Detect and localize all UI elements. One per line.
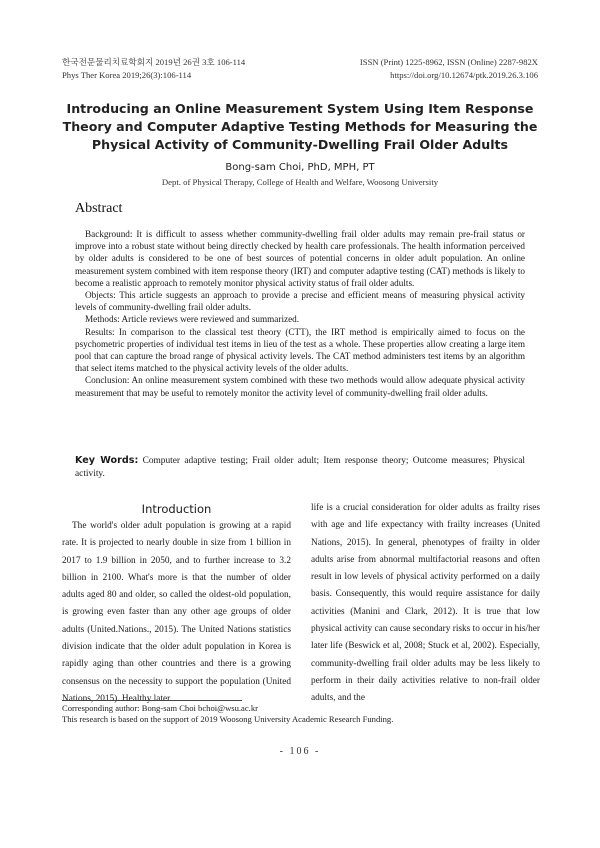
body-column-right <box>311 500 540 708</box>
footnotes <box>62 703 393 725</box>
journal-header-left <box>62 56 245 81</box>
abstract-body <box>75 228 525 399</box>
journal-citation-korean: 한국전문물리치료학회지 2019년 26권 3호 106-114 <box>62 57 246 67</box>
journal-citation-english: Phys Ther Korea 2019;26(3):106-114 <box>62 69 192 80</box>
author-affiliation: Dept. of Physical Therapy, College of Health and Welfare, Woosong University <box>161 177 439 187</box>
abstract-heading: Abstract <box>75 201 123 216</box>
introduction-heading: Introduction <box>141 502 212 516</box>
keywords <box>75 454 525 481</box>
title-line-3: Physical Activity of Community-Dwelling Frail Older Adults <box>91 137 509 152</box>
abstract-conclusion: Conclusion: An online measurement system combined with these two methods would allow adequate physical activity measurement that may be useful to remotely monitor the activity level of community-dwelling frail older adults. <box>75 375 525 398</box>
corresponding-author-note: Corresponding author: Bong-sam Choi bchoi@wsu.ac.kr <box>62 703 258 713</box>
doi-link[interactable]: https://doi.org/10.12674/ptk.2019.26.3.106 <box>390 69 538 80</box>
title-line-1: Introducing an Online Measurement System Using Item Response <box>66 101 534 116</box>
abstract-background: Background: It is difficult to assess whether community-dwelling frail older adults may remain pre-frail status or improve into a robust state without being directly checked by health care professionals. The health information perceived by older adults is considered to be one of best sources of potential concerns in older adult population. An online measurement system combined with item response theory (IRT) and computer adaptive testing (CAT) methods is likely to become a realistic approach to remotely monitor physical activity status of frail older adults. <box>75 229 525 288</box>
abstract-results: Results: In comparison to the classical test theory (CTT), the IRT method is empirically aimed to focus on the psychometric properties of individual test items in lieu of the test as a whole. These properties allow creating a large item pool that can capture the broad range of physical activity levels. The CAT method administers test items by an algorithm that select items matched to the physical activity levels of the older adults. <box>75 326 525 374</box>
journal-header-right <box>360 56 538 81</box>
abstract-methods: Methods: Article reviews were reviewed and summarized. <box>85 314 300 325</box>
abstract-objects: Objects: This article suggests an approach to provide a precise and efficient means of measuring physical activity levels of community-dwelling frail older adults. <box>75 290 525 313</box>
footnote-divider <box>62 700 242 701</box>
page-number: - 106 - <box>279 746 321 757</box>
keywords-text: Computer adaptive testing; Frail older adult; Item response theory; Outcome measures; Physical activity. <box>75 456 525 479</box>
title-line-2: Theory and Computer Adaptive Testing Methods for Measuring the <box>62 119 538 134</box>
introduction-paragraph-left: The world's older adult population is growing at a rapid rate. It is projected to nearly double in size from 1 billion in 2017 to 1.9 billion in 2050, and to further increase to 3.2 billion in 2100. What's more is that the number of older adults aged 80 and older, so called the oldest-old population, is growing even faster than any other age groups of older adults (United.Nations., 2015). The United Nations statistics division indicate that the older adult population in Korea is rapidly aging than other countries and there is a growing consensus on the necessity to support the population (United Nations, 2015). Healthy later <box>62 521 291 704</box>
author-name: Bong-sam Choi, PhD, MPH, PT <box>225 162 375 173</box>
keywords-label: Key Words: <box>75 455 139 466</box>
funding-note: This research is based on the support of 2019 Woosong University Academic Research Funding. <box>62 714 394 724</box>
paper-title <box>60 100 540 154</box>
issn-line: ISSN (Print) 1225-8962, ISSN (Online) 2287-982X <box>359 57 538 67</box>
body-column-left <box>62 500 291 708</box>
introduction-paragraph-right: life is a crucial consideration for older adults as frailty rises with age and life expectancy with frailty increases (United Nations, 2015). In general, phenotypes of frailty in older adults arise from abnormal multifactorial reasons and often result in low levels of physical activity performed on a daily basis. Consequently, this would require assistance for daily activities (Manini and Clark, 2012). It is true that low physical activity can cause secondary risks to occur in his/her later life (Beswick et al, 2008; Stuck et al, 2002). Especially, community-dwelling frail older adults may be less likely to perform in their daily activities relative to non-frail older adults, and the <box>311 503 540 704</box>
